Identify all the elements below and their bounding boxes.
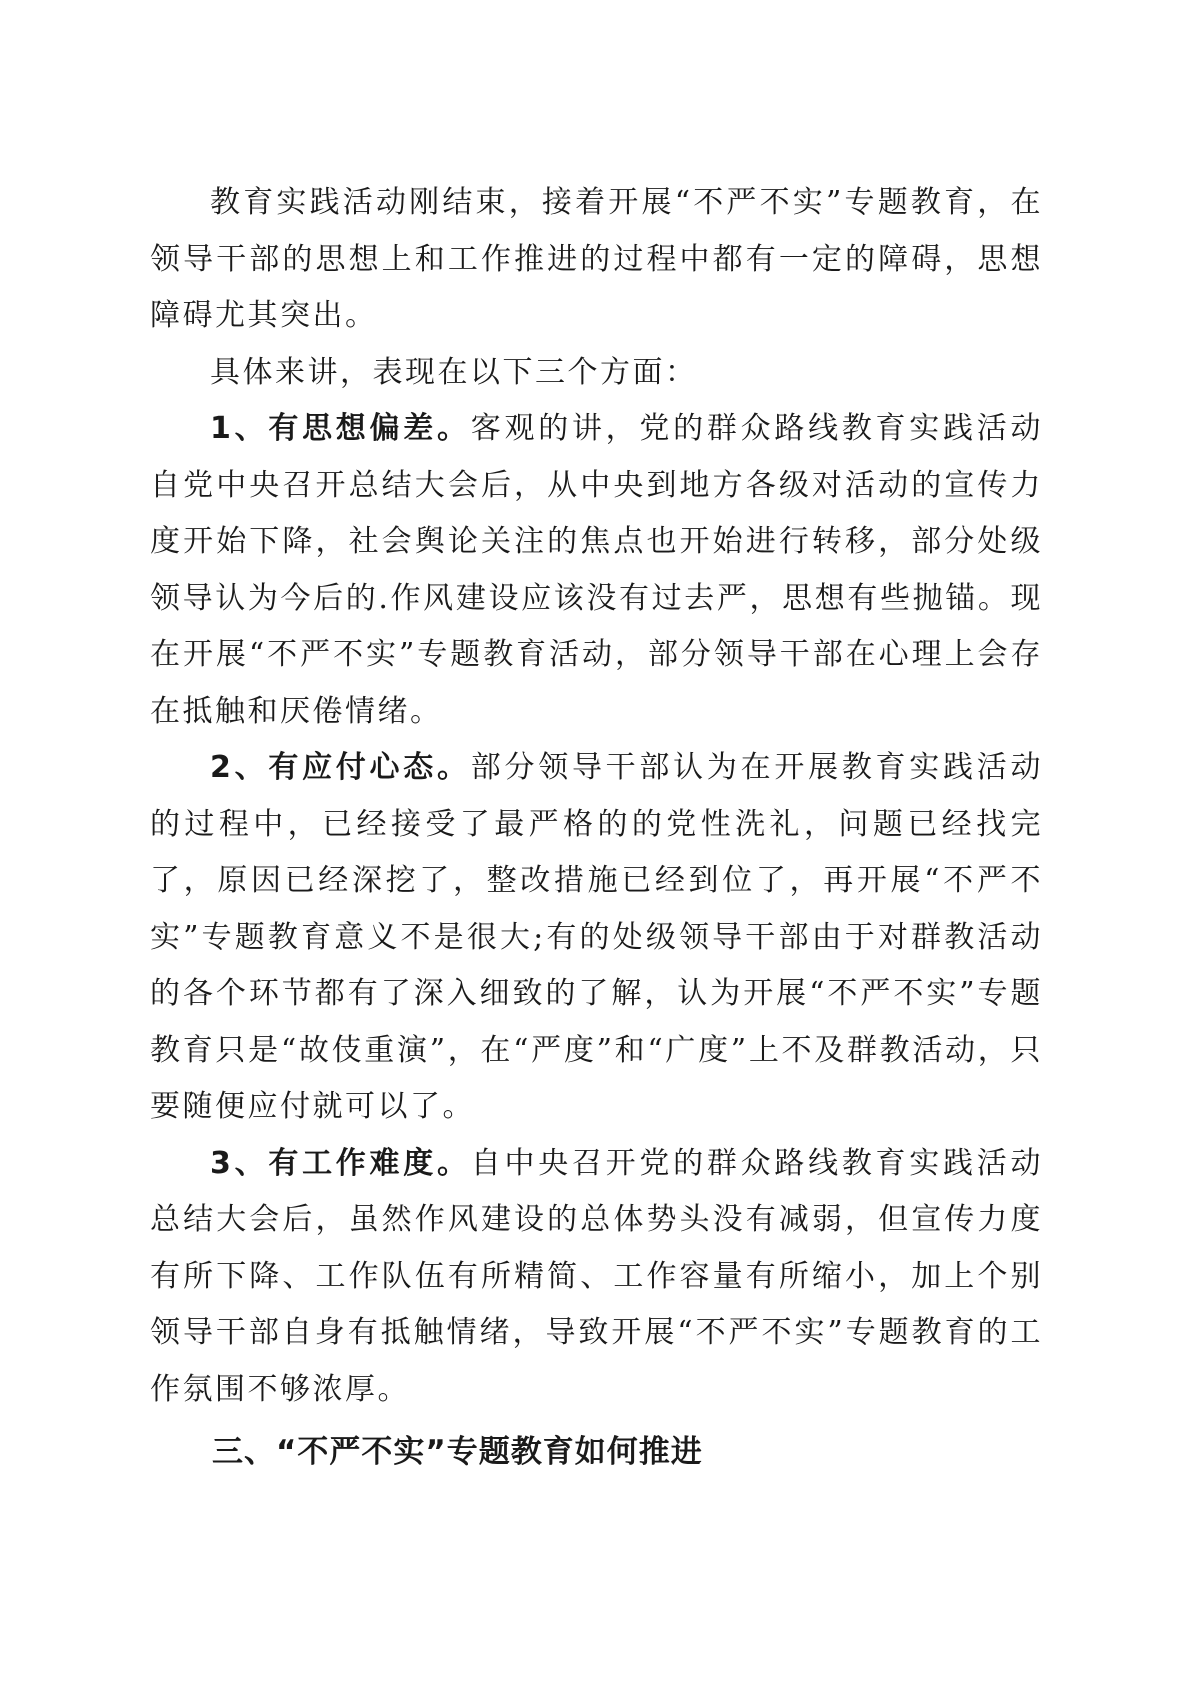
- point-3-body: 自中央召开党的群众路线教育实践活动总结大会后，虽然作风建设的总体势头没有减弱，但宣传力度有所下降、工作队伍有所精简、工作容量有所缩小，加上个别领导干部自身有抵触情绪，导致开展“不严不实”专题教育的工作氛围不够浓厚。: [150, 1145, 1043, 1407]
- paragraph-point-1: [150, 401, 1043, 740]
- section-heading: 三、“不严不实”专题教育如何推进: [212, 1434, 703, 1470]
- point-1-body: 客观的讲，党的群众路线教育实践活动自党中央召开总结大会后，从中央到地方各级对活动的宣传力度开始下降，社会舆论关注的焦点也开始进行转移，部分处级领导认为今后的.作风建设应该没有过去严，思想有些抛锚。现在开展“不严不实”专题教育活动，部分领导干部在心理上会存在抵触和厌倦情绪。: [150, 411, 1043, 729]
- paragraph-overview: 具体来讲，表现在以下三个方面：: [210, 354, 698, 390]
- paragraph-point-2: [150, 740, 1043, 1136]
- document-body: [150, 175, 1043, 1481]
- point-2-lead: 2、有应付心态。: [210, 750, 471, 785]
- paragraph-intro: 教育实践活动刚结束，接着开展“不严不实”专题教育，在领导干部的思想上和工作推进的过程中都有一定的障碍，思想障碍尤其突出。: [150, 185, 1043, 333]
- point-2-body: 部分领导干部认为在开展教育实践活动的过程中，已经接受了最严格的的党性洗礼，问题已经找完了，原因已经深挖了，整改措施已经到位了，再开展“不严不实”专题教育意义不是很大;有的处级领导干部由于对群教活动的各个环节都有了深入细致的了解，认为开展“不严不实”专题教育只是“故伎重演”，在“严度”和“广度”上不及群教活动，只要随便应付就可以了。: [150, 750, 1043, 1124]
- point-1-lead: 1、有思想偏差。: [210, 411, 471, 446]
- point-3-lead: 3、有工作难度。: [210, 1145, 471, 1181]
- paragraph-point-3: [150, 1136, 1043, 1419]
